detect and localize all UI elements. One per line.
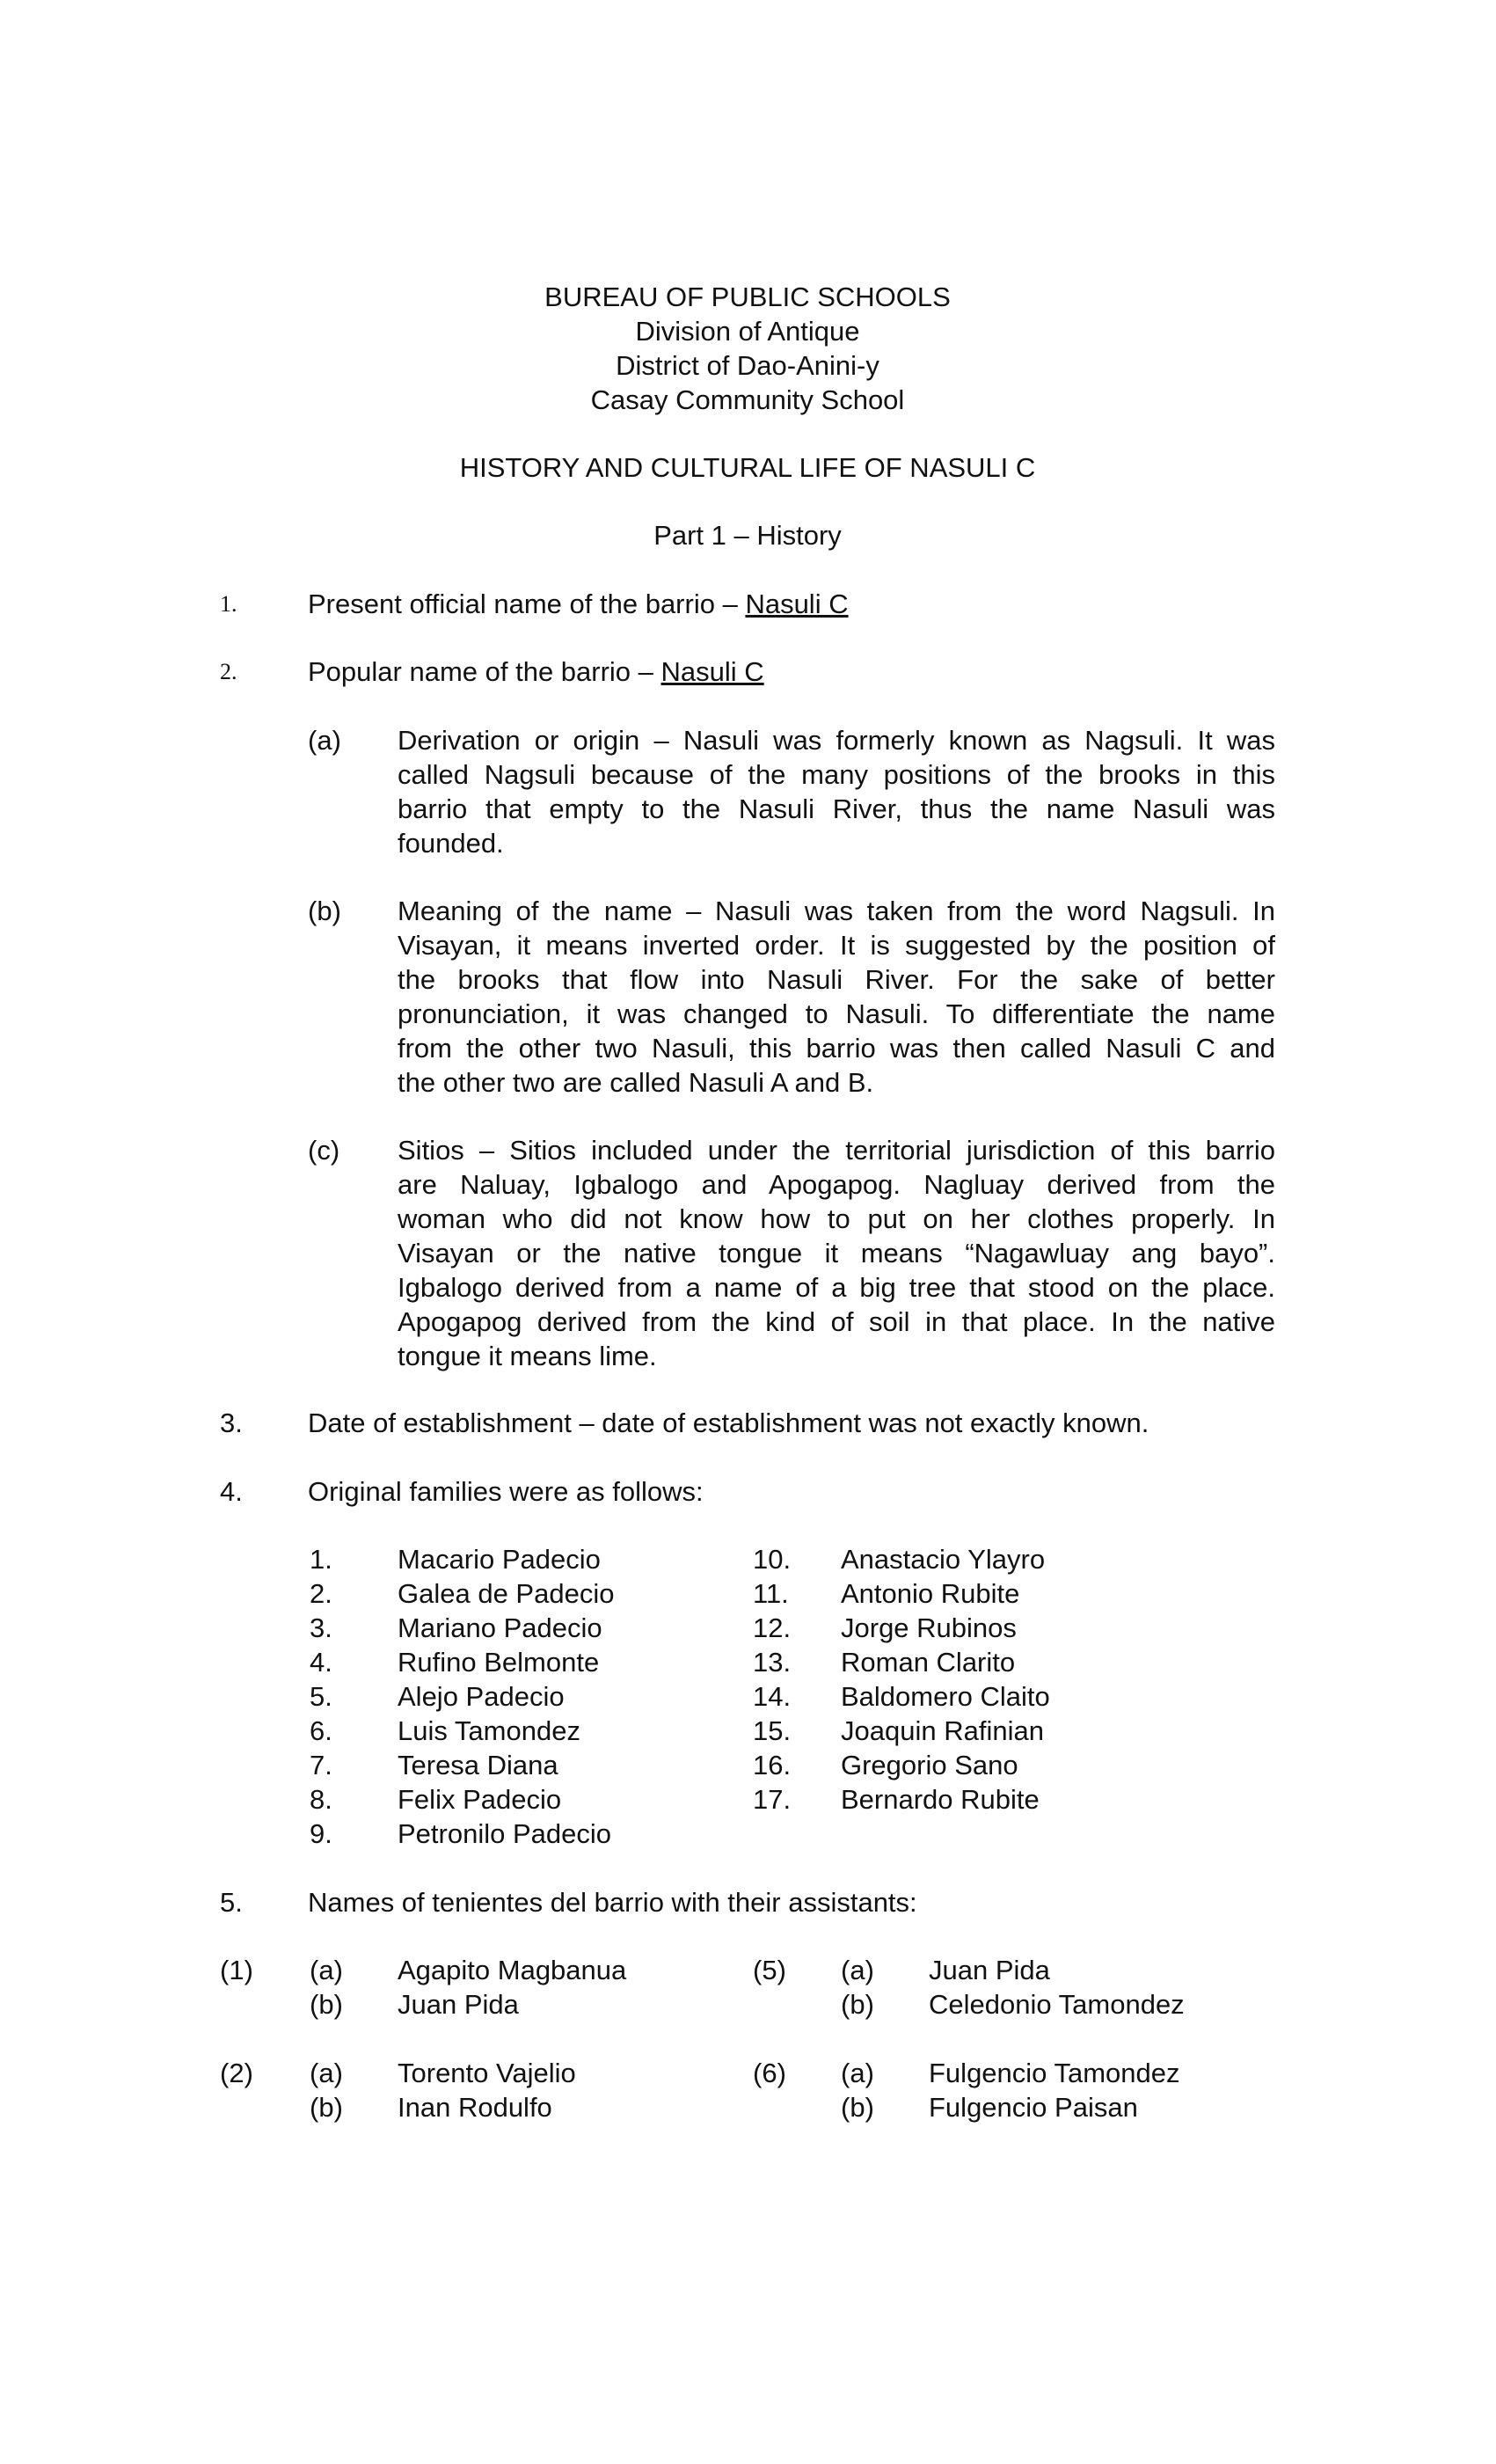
item-number: 4. — [220, 1476, 243, 1507]
family-number: 6. — [310, 1715, 332, 1746]
item-number: 1. — [220, 591, 237, 617]
family-number: 9. — [310, 1818, 332, 1849]
assistant-name: Juan Pida — [398, 1989, 519, 2020]
family-name: Joaquin Rafinian — [841, 1715, 1044, 1746]
paragraph-line: Derivation or origin – Nasuli was formerly known as Nagsuli. It was — [398, 725, 1275, 756]
family-number: 12. — [753, 1612, 792, 1643]
teniente-label: (a) — [841, 2058, 874, 2088]
document-header — [220, 280, 1275, 417]
paragraph-line: tongue it means lime. — [398, 1341, 657, 1371]
paragraph-line: woman who did not know how to put on her clothes properly. In — [398, 1203, 1275, 1234]
paragraph-line: from the other two Nasuli, this barrio was then called Nasuli C and — [398, 1033, 1275, 1064]
family-name: Petronilo Padecio — [398, 1818, 611, 1849]
family-name: Jorge Rubinos — [841, 1612, 1017, 1643]
assistant-name: Fulgencio Paisan — [929, 2092, 1138, 2123]
family-name: Antonio Rubite — [841, 1578, 1020, 1609]
family-name: Macario Padecio — [398, 1544, 601, 1575]
paragraph-sitios — [398, 1133, 1275, 1373]
teniente-number: (2) — [220, 2058, 253, 2088]
family-name: Roman Clarito — [841, 1647, 1016, 1678]
family-number: 4. — [310, 1647, 332, 1678]
item-text: Popular name of the barrio – — [308, 656, 661, 687]
header-school: Casay Community School — [590, 384, 905, 415]
assistant-name: Inan Rodulfo — [398, 2092, 552, 2123]
paragraph-line: called Nagsuli because of the many positions of the brooks in this — [398, 759, 1275, 790]
sub-label: (a) — [308, 725, 341, 756]
paragraph-line: the brooks that flow into Nasuli River. For the sake of better — [398, 964, 1275, 995]
teniente-label: (a) — [310, 2058, 343, 2088]
family-number: 3. — [310, 1612, 332, 1643]
paragraph-line: Sitios – Sitios included under the territorial jurisdiction of this barrio — [398, 1135, 1275, 1166]
family-number: 10. — [753, 1544, 792, 1575]
paragraph-line: pronunciation, it was changed to Nasuli. To differentiate the name — [398, 998, 1275, 1029]
family-name: Gregorio Sano — [841, 1750, 1018, 1780]
part-heading: Part 1 – History — [653, 520, 842, 551]
family-name: Anastacio Ylayro — [841, 1544, 1046, 1575]
item-date-established: Date of establishment – date of establishment was not exactly known. — [308, 1407, 1149, 1438]
sub-label: (c) — [308, 1135, 340, 1166]
family-number: 5. — [310, 1681, 332, 1712]
official-name-value: Nasuli C — [745, 589, 849, 619]
paragraph-line: Apogapog derived from the kind of soil in that place. In the native — [398, 1306, 1275, 1337]
assistant-name: Celedonio Tamondez — [929, 1989, 1185, 2020]
paragraph-line: Meaning of the name – Nasuli was taken from the word Nagsuli. In — [398, 896, 1275, 926]
paragraph-line: barrio that empty to the Nasuli River, thus the name Nasuli was — [398, 793, 1275, 824]
teniente-number: (1) — [220, 1955, 253, 1985]
family-name: Rufino Belmonte — [398, 1647, 600, 1678]
family-number: 14. — [753, 1681, 792, 1712]
family-name: Baldomero Claito — [841, 1681, 1050, 1712]
assistant-label: (b) — [310, 1989, 343, 2020]
paragraph-line: are Naluay, Igbalogo and Apogapog. Nagluay derived from the — [398, 1169, 1275, 1200]
paragraph-line: the other two are called Nasuli A and B. — [398, 1067, 874, 1098]
family-number: 1. — [310, 1544, 332, 1575]
teniente-name: Agapito Magbanua — [398, 1955, 627, 1985]
assistant-label: (b) — [841, 2092, 874, 2123]
paragraph-line: Igbalogo derived from a name of a big tree that stood on the place. — [398, 1272, 1275, 1303]
paragraph-derivation — [398, 723, 1275, 860]
family-number: 16. — [753, 1750, 792, 1780]
item-number: 5. — [220, 1887, 243, 1918]
item-popular-name — [308, 654, 1275, 689]
sub-label: (b) — [308, 896, 341, 926]
family-number: 2. — [310, 1578, 332, 1609]
family-name: Bernardo Rubite — [841, 1784, 1040, 1815]
document-title: HISTORY AND CULTURAL LIFE OF NASULI C — [459, 452, 1036, 483]
family-name: Alejo Padecio — [398, 1681, 565, 1712]
teniente-label: (a) — [310, 1955, 343, 1985]
teniente-label: (a) — [841, 1955, 874, 1985]
item-number: 3. — [220, 1407, 243, 1438]
teniente-name: Torento Vajelio — [398, 2058, 576, 2088]
teniente-number: (5) — [753, 1955, 786, 1985]
family-number: 13. — [753, 1647, 792, 1678]
paragraph-line: founded. — [398, 828, 504, 859]
header-bureau: BUREAU OF PUBLIC SCHOOLS — [544, 281, 951, 312]
assistant-label: (b) — [310, 2092, 343, 2123]
family-name: Luis Tamondez — [398, 1715, 580, 1746]
paragraph-line: Visayan, it means inverted order. It is suggested by the position of — [398, 930, 1275, 961]
item-original-families: Original families were as follows: — [308, 1476, 704, 1507]
item-tenientes: Names of tenientes del barrio with their assistants: — [308, 1887, 917, 1918]
item-official-name — [308, 587, 1275, 621]
popular-name-value: Nasuli C — [660, 656, 764, 687]
family-name: Teresa Diana — [398, 1750, 558, 1780]
family-number: 8. — [310, 1784, 332, 1815]
header-district: District of Dao-Anini-y — [616, 350, 879, 381]
family-number: 7. — [310, 1750, 332, 1780]
header-division: Division of Antique — [635, 316, 860, 347]
teniente-name: Juan Pida — [929, 1955, 1050, 1985]
teniente-name: Fulgencio Tamondez — [929, 2058, 1180, 2088]
teniente-number: (6) — [753, 2058, 786, 2088]
family-name: Mariano Padecio — [398, 1612, 602, 1643]
paragraph-line: Visayan or the native tongue it means “Nagawluay ang bayo”. — [398, 1238, 1275, 1269]
family-number: 11. — [753, 1578, 789, 1609]
paragraph-meaning — [398, 894, 1275, 1100]
family-name: Galea de Padecio — [398, 1578, 615, 1609]
family-number: 15. — [753, 1715, 792, 1746]
family-number: 17. — [753, 1784, 792, 1815]
item-number: 2. — [220, 659, 237, 684]
assistant-label: (b) — [841, 1989, 874, 2020]
family-name: Felix Padecio — [398, 1784, 562, 1815]
item-text: Present official name of the barrio – — [308, 589, 746, 619]
